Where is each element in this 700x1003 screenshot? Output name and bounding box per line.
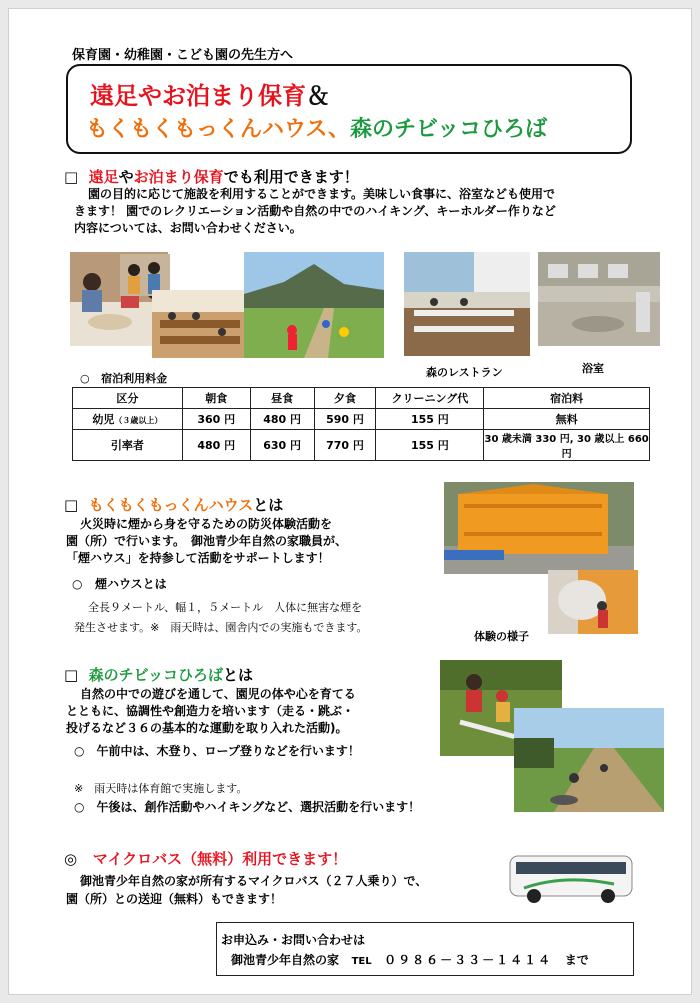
section2-heading: [64, 494, 283, 515]
fee-marker: ○: [80, 372, 90, 385]
section3-afternoon: ○ 午後は、創作活動やハイキングなど、選択活動を行います！: [74, 800, 421, 814]
section4-heading: [64, 848, 347, 869]
fee-header-cell: 朝食: [182, 388, 250, 409]
fee-cell: 480 円: [182, 430, 250, 461]
caption-experience: 体験の様子: [474, 630, 529, 643]
section4-body: [66, 872, 427, 908]
section1-body-line: 内容については、お問い合わせください。: [74, 221, 302, 235]
section2-heading-tail: とは: [253, 496, 284, 514]
title-line-1: [90, 76, 330, 111]
fee-cell-category: [73, 409, 183, 430]
fee-label: [80, 370, 167, 386]
audience-line: 保育園・幼稚園・こども園の先生方へ: [72, 48, 294, 63]
caption-restaurant: 森のレストラン: [426, 366, 503, 379]
section1-heading-outing: 遠足: [88, 168, 119, 186]
fee-header-cell: 昼食: [250, 388, 314, 409]
fee-cell-category: 引率者: [73, 430, 183, 461]
contact-box: [216, 922, 634, 976]
photo-smoke-experience: [548, 570, 638, 634]
title-box: [66, 64, 632, 154]
section3-body-line: とともに、協調性や創造力を培います（走る・跳ぶ・: [66, 704, 355, 718]
fee-table-header-row: [73, 388, 650, 409]
section2-sub-heading-text: 煙ハウスとは: [95, 577, 167, 591]
section3-heading: [64, 664, 253, 685]
section4-heading-bus: マイクロバス（無料）利用できます！: [92, 850, 348, 868]
section3-body: [66, 686, 356, 737]
section2-body-line: 園（所）で行います。 御池青少年自然の家職員が、: [66, 534, 348, 548]
fee-cell: 590 円: [314, 409, 376, 430]
contact-line2: [231, 951, 589, 968]
contact-name: 御池青少年自然の家: [231, 953, 340, 967]
section1-heading: [64, 166, 359, 187]
contact-line1: お申込み・お問い合わせは: [221, 933, 366, 947]
fee-cell: 30 歳未満 330 円, 30 歳以上 660 円: [484, 430, 650, 461]
photo-dining-hall: [152, 290, 248, 358]
fee-category-text: 幼児: [92, 413, 115, 426]
section3-heading-tail: とは: [223, 666, 254, 684]
section4-marker: ◎: [64, 850, 78, 868]
photo-forest-restaurant: [404, 252, 530, 356]
section2-body: [66, 516, 347, 567]
fee-cell: 630 円: [250, 430, 314, 461]
fee-category-note: （３歳以上）: [114, 416, 163, 425]
section1-body-line: 園の目的に応じて施設を利用することができます。美味しい食事に、浴室なども使用で: [88, 187, 556, 201]
fee-cell: 155 円: [376, 409, 484, 430]
section3-body-line: 投げるなど３６の基本的な運動を取り入れた活動)。: [66, 721, 348, 735]
fee-table-row: [73, 409, 650, 430]
title-forest-plaza: 森のチビッコひろば: [350, 117, 548, 142]
fee-table-row: [73, 430, 650, 461]
section4-body-line: 御池青少年自然の家が所有するマイクロバス（２７人乗り）で、: [80, 874, 428, 888]
fee-header-cell: 宿泊料: [484, 388, 650, 409]
title-outing-overnight: 遠足やお泊まり保育: [90, 82, 306, 110]
section2-sub-line: 全長９メートル、幅１，５メートル 人体に無害な煙を: [88, 601, 363, 614]
section2-sub-body: [74, 598, 367, 638]
section2-heading-house: もくもくもっくんハウス: [88, 496, 254, 514]
section3-checkbox-marker: □: [64, 666, 79, 684]
fee-cell: 155 円: [376, 430, 484, 461]
title-mokumoku-house: もくもくもっくんハウス、: [86, 117, 351, 142]
title-line-2: [86, 112, 547, 143]
contact-tel-number: ０９８６－３３－１４１４: [384, 953, 553, 967]
photo-smoke-house: [444, 482, 634, 574]
section3-morning: ○ 午前中は、木登り、ロープ登りなどを行います！: [74, 744, 360, 758]
section1-heading-ya: や: [118, 168, 134, 186]
section1-checkbox-marker: □: [64, 168, 79, 186]
section2-sub-line: 発生させます。※ 雨天時は、園舎内での実施もできます。: [74, 621, 368, 634]
photo-microbus: [504, 848, 636, 908]
caption-bath: 浴室: [582, 362, 604, 375]
photo-hiking-mountain: [244, 252, 384, 358]
section2-checkbox-marker: □: [64, 496, 79, 514]
section2-sub-marker: ○: [72, 577, 83, 591]
section3-heading-forest: 森のチビッコひろば: [88, 666, 224, 684]
fee-label-text: 宿泊利用料金: [101, 372, 168, 385]
section3-rain-note: ※ 雨天時は体育館で実施します。: [74, 782, 248, 795]
section1-heading-overnight: お泊まり保育: [133, 168, 224, 186]
contact-suffix: まで: [564, 953, 589, 967]
fee-cell: 770 円: [314, 430, 376, 461]
section3-body-line: 自然の中での遊びを通して、園児の体や心を育てる: [80, 687, 356, 701]
section2-body-line: 火災時に煙から身を守るための防災体験活動を: [80, 517, 333, 531]
fee-header-cell: 夕食: [314, 388, 376, 409]
fee-cell: 無料: [484, 409, 650, 430]
section2-body-line: 「煙ハウス」を持参して活動をサポートします！: [66, 551, 330, 565]
fee-header-cell: 区分: [73, 388, 183, 409]
fee-table: [72, 387, 650, 461]
fee-cell: 480 円: [250, 409, 314, 430]
fee-header-cell: クリーニング代: [376, 388, 484, 409]
section2-subheading: [72, 575, 167, 592]
section1-body: [74, 186, 556, 237]
contact-tel-label: TEL: [351, 956, 372, 967]
fee-cell: 360 円: [182, 409, 250, 430]
photo-forest-path: [514, 708, 664, 812]
section1-body-line: きます！ 園でのレクリエーション活動や自然の中でのハイキング、キーホルダー作りなど: [74, 204, 556, 218]
photo-bathroom: [538, 252, 660, 346]
section4-body-line: 園（所）との送迎（無料）もできます！: [66, 892, 283, 906]
section1-heading-tail: でも利用できます！: [223, 168, 359, 186]
title-ampersand: ＆: [306, 82, 330, 110]
